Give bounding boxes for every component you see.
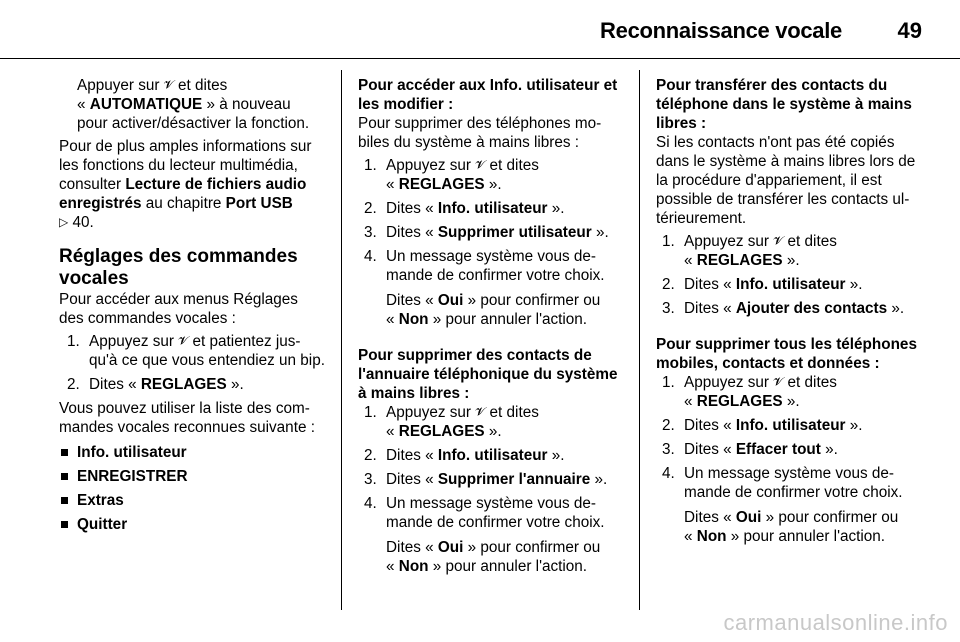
voice-command-icon: 𝓥 — [178, 334, 189, 348]
section-subheading: Pour supprimer tous les téléphones mobiles, contacts et données : — [656, 336, 917, 372]
bullet-icon — [61, 497, 68, 504]
bullet-icon — [61, 449, 68, 456]
column-2 — [358, 76, 626, 581]
voice-command-icon: 𝓥 — [475, 405, 486, 419]
menus-intro: Pour accéder aux menus Réglages des commandes vocales : — [59, 291, 298, 327]
section-intro: Si les contacts n'ont pas été copiés dans le système à mains libres lors de la procédure d'appariement, il est possible de transférer les contacts ul-térieurement. — [656, 134, 916, 227]
confirm-text: Dites « Oui » pour confirmer ou « Non » pour annuler l'action. — [386, 539, 601, 575]
list-item: 2. Dites « Info. utilisateur ». — [364, 447, 565, 464]
voice-command-icon: 𝓥 — [773, 375, 784, 389]
voice-command-icon: 𝓥 — [773, 234, 784, 248]
list-item: 2. Dites « Info. utilisateur ». — [364, 200, 565, 217]
bullet-icon — [61, 473, 68, 480]
page-header — [0, 0, 960, 60]
list-item: 4. Un message système vous de-mande de confirmer votre choix. Dites « Oui » pour confirmer ou « Non » pour annuler l'action. — [364, 247, 626, 329]
page-title: Reconnaissance vocale — [600, 18, 842, 43]
more-info-paragraph: Pour de plus amples informations sur les fonctions du lecteur multimédia, consulter Lecture de fichiers audio enregistrés au chapitre Port USB ▷ 40. — [59, 138, 312, 231]
voice-command-icon: 𝓥 — [163, 78, 174, 92]
section-heading: Réglages des commandes vocales — [59, 246, 298, 289]
bullet-icon — [61, 521, 68, 528]
header-rule — [0, 58, 960, 59]
list-item: 3. Dites « Supprimer l'annuaire ». — [364, 471, 608, 488]
list-item: 2. Dites « Info. utilisateur ». — [662, 276, 863, 293]
watermark: carmanualsonline.info — [723, 610, 948, 635]
list-item: 1. Appuyez sur 𝓥 et dites « REGLAGES ». — [662, 374, 837, 410]
list-item: 2. Dites « REGLAGES ». — [67, 376, 244, 393]
section-intro: Pour supprimer des téléphones mo-biles du système à mains libres : — [358, 115, 602, 151]
confirm-text: Dites « Oui » pour confirmer ou « Non » pour annuler l'action. — [386, 292, 601, 328]
list-item: 3. Dites « Ajouter des contacts ». — [662, 300, 905, 317]
column-divider-1 — [341, 70, 342, 610]
list-item: 1. Appuyez sur 𝓥 et dites « REGLAGES ». — [364, 404, 539, 440]
bullet-item: Quitter — [61, 515, 326, 534]
list-item: 1. Appuyez sur 𝓥 et dites « REGLAGES ». — [662, 233, 837, 269]
section-subheading: Pour transférer des contacts du téléphone dans le système à mains libres : — [656, 77, 912, 132]
bullet-item: Extras — [61, 491, 326, 510]
list-item: 3. Dites « Effacer tout ». — [662, 441, 838, 458]
list-intro: Vous pouvez utiliser la liste des com-mandes vocales reconnues suivante : — [59, 400, 315, 436]
section-subheading: Pour accéder aux Info. utilisateur et les modifier : — [358, 77, 618, 113]
column-3 — [656, 76, 924, 551]
column-divider-2 — [639, 70, 640, 610]
voice-command-icon: 𝓥 — [475, 158, 486, 172]
list-item: 4. Un message système vous de-mande de confirmer votre choix. Dites « Oui » pour confirmer ou « Non » pour annuler l'action. — [364, 494, 626, 576]
list-item: 1. Appuyez sur 𝓥 et patientez jus-qu'à ce que vous entendiez un bip. — [67, 333, 325, 369]
list-item: 2. Dites « Info. utilisateur ». — [662, 417, 863, 434]
confirm-text: Dites « Oui » pour confirmer ou « Non » pour annuler l'action. — [684, 509, 899, 545]
page-reference-arrow-icon: ▷ — [59, 215, 69, 229]
list-item: 1. Appuyez sur 𝓥 et dites « REGLAGES ». — [364, 157, 539, 193]
column-1 — [61, 76, 326, 539]
list-item: 3. Dites « Supprimer utilisateur ». — [364, 224, 609, 241]
bullet-item: Info. utilisateur — [61, 443, 326, 462]
intro-paragraph: Appuyer sur 𝓥 et dites « AUTOMATIQUE » à nouveau pour activer/désactiver la fonction. — [77, 77, 310, 132]
list-item: 4. Un message système vous de-mande de confirmer votre choix. Dites « Oui » pour confirmer ou « Non » pour annuler l'action. — [662, 464, 924, 546]
section-subheading: Pour supprimer des contacts de l'annuaire téléphonique du système à mains libres : — [358, 347, 618, 402]
bullet-item: ENREGISTRER — [61, 467, 326, 486]
page-number: 49 — [897, 18, 922, 43]
